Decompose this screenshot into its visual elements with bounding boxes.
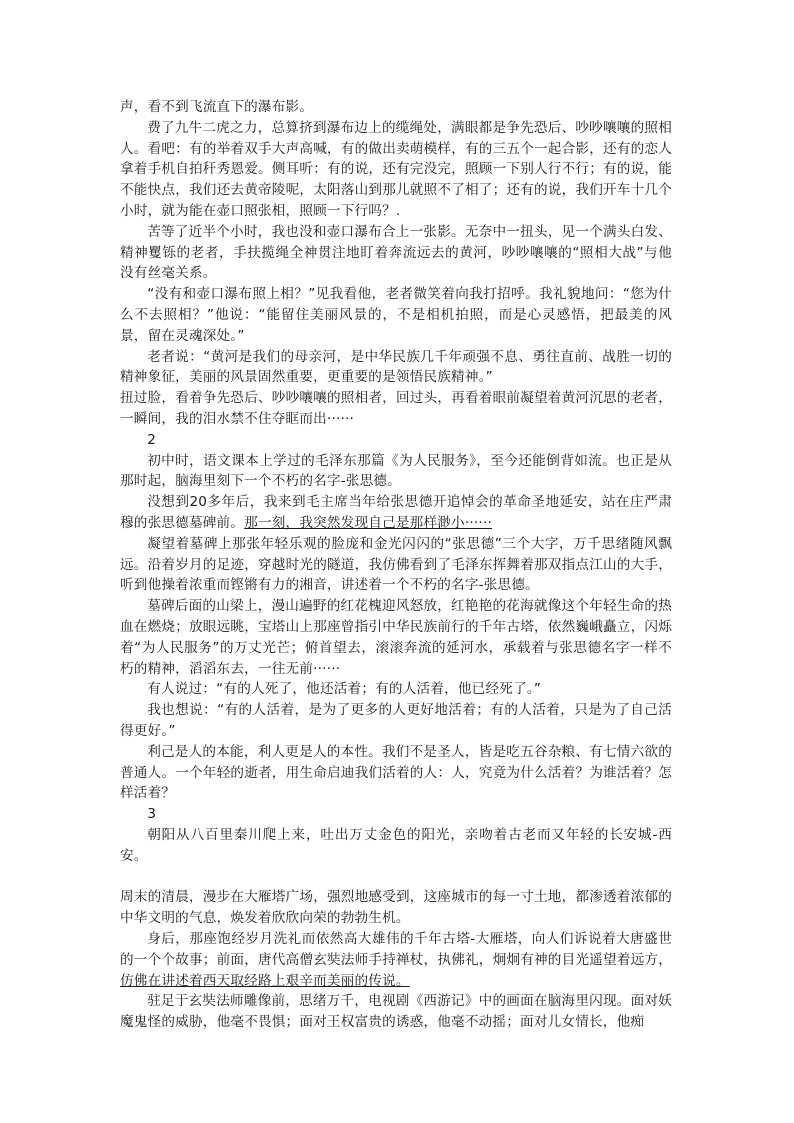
paragraph-11 [120, 679, 672, 700]
paragraph-text: 苦等了近半个小时，我也没和壶口瀑布合上一张影。无奈中一扭头，见一个满头白发、精神矍铄的老者，手扶揽绳全神贯注地盯着奔流远去的黄河，吵吵嚷嚷的“照相大战”与他没有丝毫关系。 [120, 223, 672, 282]
paragraph-text: 初中时，语文课本上学过的毛泽东那篇《为人民服务》，至今还能倒背如流。也正是从那时起，脑海里刻下一个不朽的名字-张思德。 [120, 452, 672, 490]
paragraph-text: 费了九牛二虎之力，总算挤到瀑布边上的缆绳处，满眼都是争先恐后、吵吵嚷嚷的照相人。看吧：有的举着双手大声高喊，有的做出卖萌模样，有的三五个一起合影，还有的恋人拿着手机自拍秆秀恩爱。侧耳听：有的说，还有完没完，照顾一下别人行不行；有的说，能不能快点，我们还去黄帝陵呢，太阳落山到那儿就照不了相了；还有的说，我们开车十几个小时，就为能在壶口照张相，照顾一下行吗？. [120, 119, 672, 219]
paragraph-1 [120, 97, 672, 118]
paragraph-12 [120, 700, 672, 742]
paragraph-text: 有人说过：“有的人死了，他还活着；有的人活着，他已经死了。” [147, 681, 542, 698]
paragraph-text: “没有和壶口瀑布照上相？”见我看他，老者微笑着向我打招呼。我礼貌地问：“您为什么不去照相？”他说：“能留住美丽风景的，不是相机拍照，而是心灵感悟，把最美的风景，留在灵魂深处。” [120, 286, 672, 344]
paragraph-text: 朝阳从八百里秦川爬上来，吐出万丈金色的阳光，亲吻着古老而又年轻的长安城-西安。 [120, 826, 672, 864]
paragraph-10 [120, 596, 672, 679]
blank-line [120, 866, 672, 887]
paragraph-text: 墓碑后面的山梁上，漫山遍野的红花槐迎风怒放，红艳艳的花海就像这个年轻生命的热血在燃烧；放眼远眺，宝塔山上那座曾指引中华民族前行的千年古塔，依然巍峨矗立，闪烁着“为人民服务”的万丈光芒；俯首望去，滚滚奔流的延河水，承载着与张思德名字一样不朽的精神，滔滔东去，一往无前······ [120, 598, 672, 677]
section-number-3 [120, 804, 672, 825]
section-number: 2 [147, 431, 157, 448]
paragraph-4 [120, 284, 672, 346]
paragraph-13 [120, 742, 672, 804]
paragraph-6 [120, 388, 672, 430]
paragraph-17 [120, 991, 672, 1033]
paragraph-5 [120, 347, 672, 389]
paragraph-text: 我也想说：“有的人活着，是为了更多的人更好地活着；有的人活着，只是为了自己活得更好。” [120, 702, 672, 739]
paragraph-text: 利己是人的本能，利人更是人的本性。我们不是圣人，皆是吃五谷杂粮、有七情六欲的普通人。一个年轻的逝者，用生命启迪我们活着的人：人，究竟为什么活着？为谁活着？怎样活着？ [120, 743, 672, 802]
paragraph-2 [120, 118, 672, 222]
underlined-sentence: 仿佛在讲述着西天取经路上艰辛而美丽的传说。 [120, 972, 410, 989]
paragraph-7 [120, 451, 672, 493]
paragraph-8 [120, 492, 672, 534]
paragraph-text: 没想到20多年后，我来到毛主席当年给张思德开追悼会的革命圣地延安，站在庄严肃穆的张思德墓碑前。 [120, 494, 672, 531]
document-body [120, 97, 672, 1033]
paragraph-9 [120, 534, 672, 596]
paragraph-3 [120, 222, 672, 284]
underlined-sentence: 那一刻，我突然发现自己是那样渺小······ [244, 514, 492, 531]
paragraph-text: 扭过脸，看着争先恐后、吵吵嚷嚷的照相者，回过头，再看着眼前凝望着黄河沉思的老者，一瞬间，我的泪水禁不住夺眶而出······ [120, 390, 672, 427]
paragraph-text: 声，看不到飞流直下的瀑布影。 [120, 99, 314, 115]
paragraph-14 [120, 825, 672, 867]
paragraph-text: 周末的清晨，漫步在大雁塔广场，强烈地感受到，这座城市的每一寸土地，都渗透着浓郁的中华文明的气息，焕发着欣欣向荣的勃勃生机。 [120, 889, 672, 927]
section-number-2 [120, 430, 672, 451]
paragraph-text: 驻足于玄奘法师雕像前，思绪万千，电视剧《西游记》中的画面在脑海里闪现。面对妖魔鬼怪的威胁，他毫不畏惧；面对王权富贵的诱惑，他毫不动摇；面对儿女情长，他痴 [120, 993, 672, 1031]
paragraph-text: 身后，那座饱经岁月洗礼而依然高大雄伟的千年古塔-大雁塔，向人们诉说着大唐盛世的一个个故事；前面，唐代高僧玄奘法师手持禅杖，执佛礼，炯炯有神的目光遥望着远方， [120, 931, 672, 968]
paragraph-text: 凝望着墓碑上那张年轻乐观的脸庞和金光闪闪的“张思德”三个大字，万千思绪随风飘远。沿着岁月的足迹，穿越时光的隧道，我仿佛看到了毛泽东挥舞着那双指点江山的大手，听到他操着浓重而铿锵有力的湘音，讲述着一个不朽的名字-张思德。 [120, 535, 672, 594]
paragraph-text: 老者说：“黄河是我们的母亲河，是中华民族几千年顽强不息、勇往直前、战胜一切的精神象征，美丽的风景固然重要，更重要的是领悟民族精神。” [120, 348, 672, 386]
paragraph-15 [120, 887, 672, 929]
section-number: 3 [147, 806, 157, 823]
paragraph-16 [120, 929, 672, 991]
